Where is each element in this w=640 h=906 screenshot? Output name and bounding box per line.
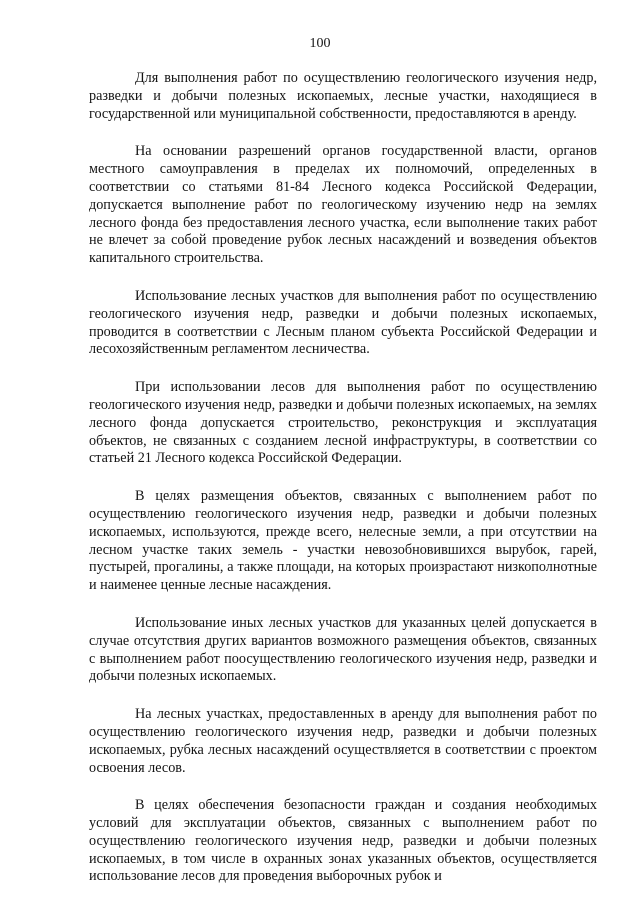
paragraph: В целях обеспечения безопасности граждан и создания необходимых условий для эксплуатации объектов, связанных с выполнением работ по осуществлению геологического изучения недр, разведки и добычи полезных ископаемых, в том числе в охранных зонах указанных объектов, осуществляется использование лесов для проведения выборочных рубок и	[89, 797, 597, 885]
paragraph: Для выполнения работ по осуществлению геологического изучения недр, разведки и добычи полезных ископаемых, лесные участки, находящиеся в государственной или муниципальной собственности, предоставляются в аренду.	[89, 70, 597, 122]
paragraph: В целях размещения объектов, связанных с выполнением работ по осуществлению геологического изучения недр, разведки и добычи полезных ископаемых, используются, прежде всего, нелесные земли, а при отсутствии на лесном участке таких земель - участки невозобновившихся вырубок, гарей, пустырей, прогалины, а также площади, на которых произрастают низкополнотные и наименее ценные лесные насаждения.	[89, 488, 597, 594]
paragraph: На лесных участках, предоставленных в аренду для выполнения работ по осуществлению геологического изучения недр, разведки и добычи полезных ископаемых, рубка лесных насаждений осуществляется в соответствии с проектом освоения лесов.	[89, 706, 597, 776]
page-number: 100	[309, 36, 331, 51]
document-body	[89, 70, 597, 906]
paragraph: На основании разрешений органов государственной власти, органов местного самоуправления в пределах их полномочий, определенных в соответствии со статьями 81-84 Лесного кодекса Российской Федерации, допускается выполнение работ по геологическому изучению недр на землях лесного фонда без предоставления лесного участка, если выполнение таких работ не влечет за собой проведение рубок лесных насаждений и возведения объектов капитального строительства.	[89, 143, 597, 267]
paragraph: Использование лесных участков для выполнения работ по осуществлению геологического изучения недр, разведки и добычи полезных ископаемых, проводится в соответствии с Лесным планом субъекта Российской Федерации и лесохозяйственным регламентом лесничества.	[89, 287, 597, 358]
paragraph: При использовании лесов для выполнения работ по осуществлению геологического изучения недр, разведки и добычи полезных ископаемых, на землях лесного фонда допускается строительство, реконструкция и эксплуатация объектов, не связанных с созданием лесной инфраструктуры, в соответствии со статьей 21 Лесного кодекса Российской Федерации.	[89, 379, 597, 467]
paragraph: Использование иных лесных участков для указанных целей допускается в случае отсутствия других вариантов возможного размещения объектов, связанных с выполнением работ поосуществлению геологического изучения недр, разведки и добычи полезных ископаемых.	[89, 614, 597, 685]
